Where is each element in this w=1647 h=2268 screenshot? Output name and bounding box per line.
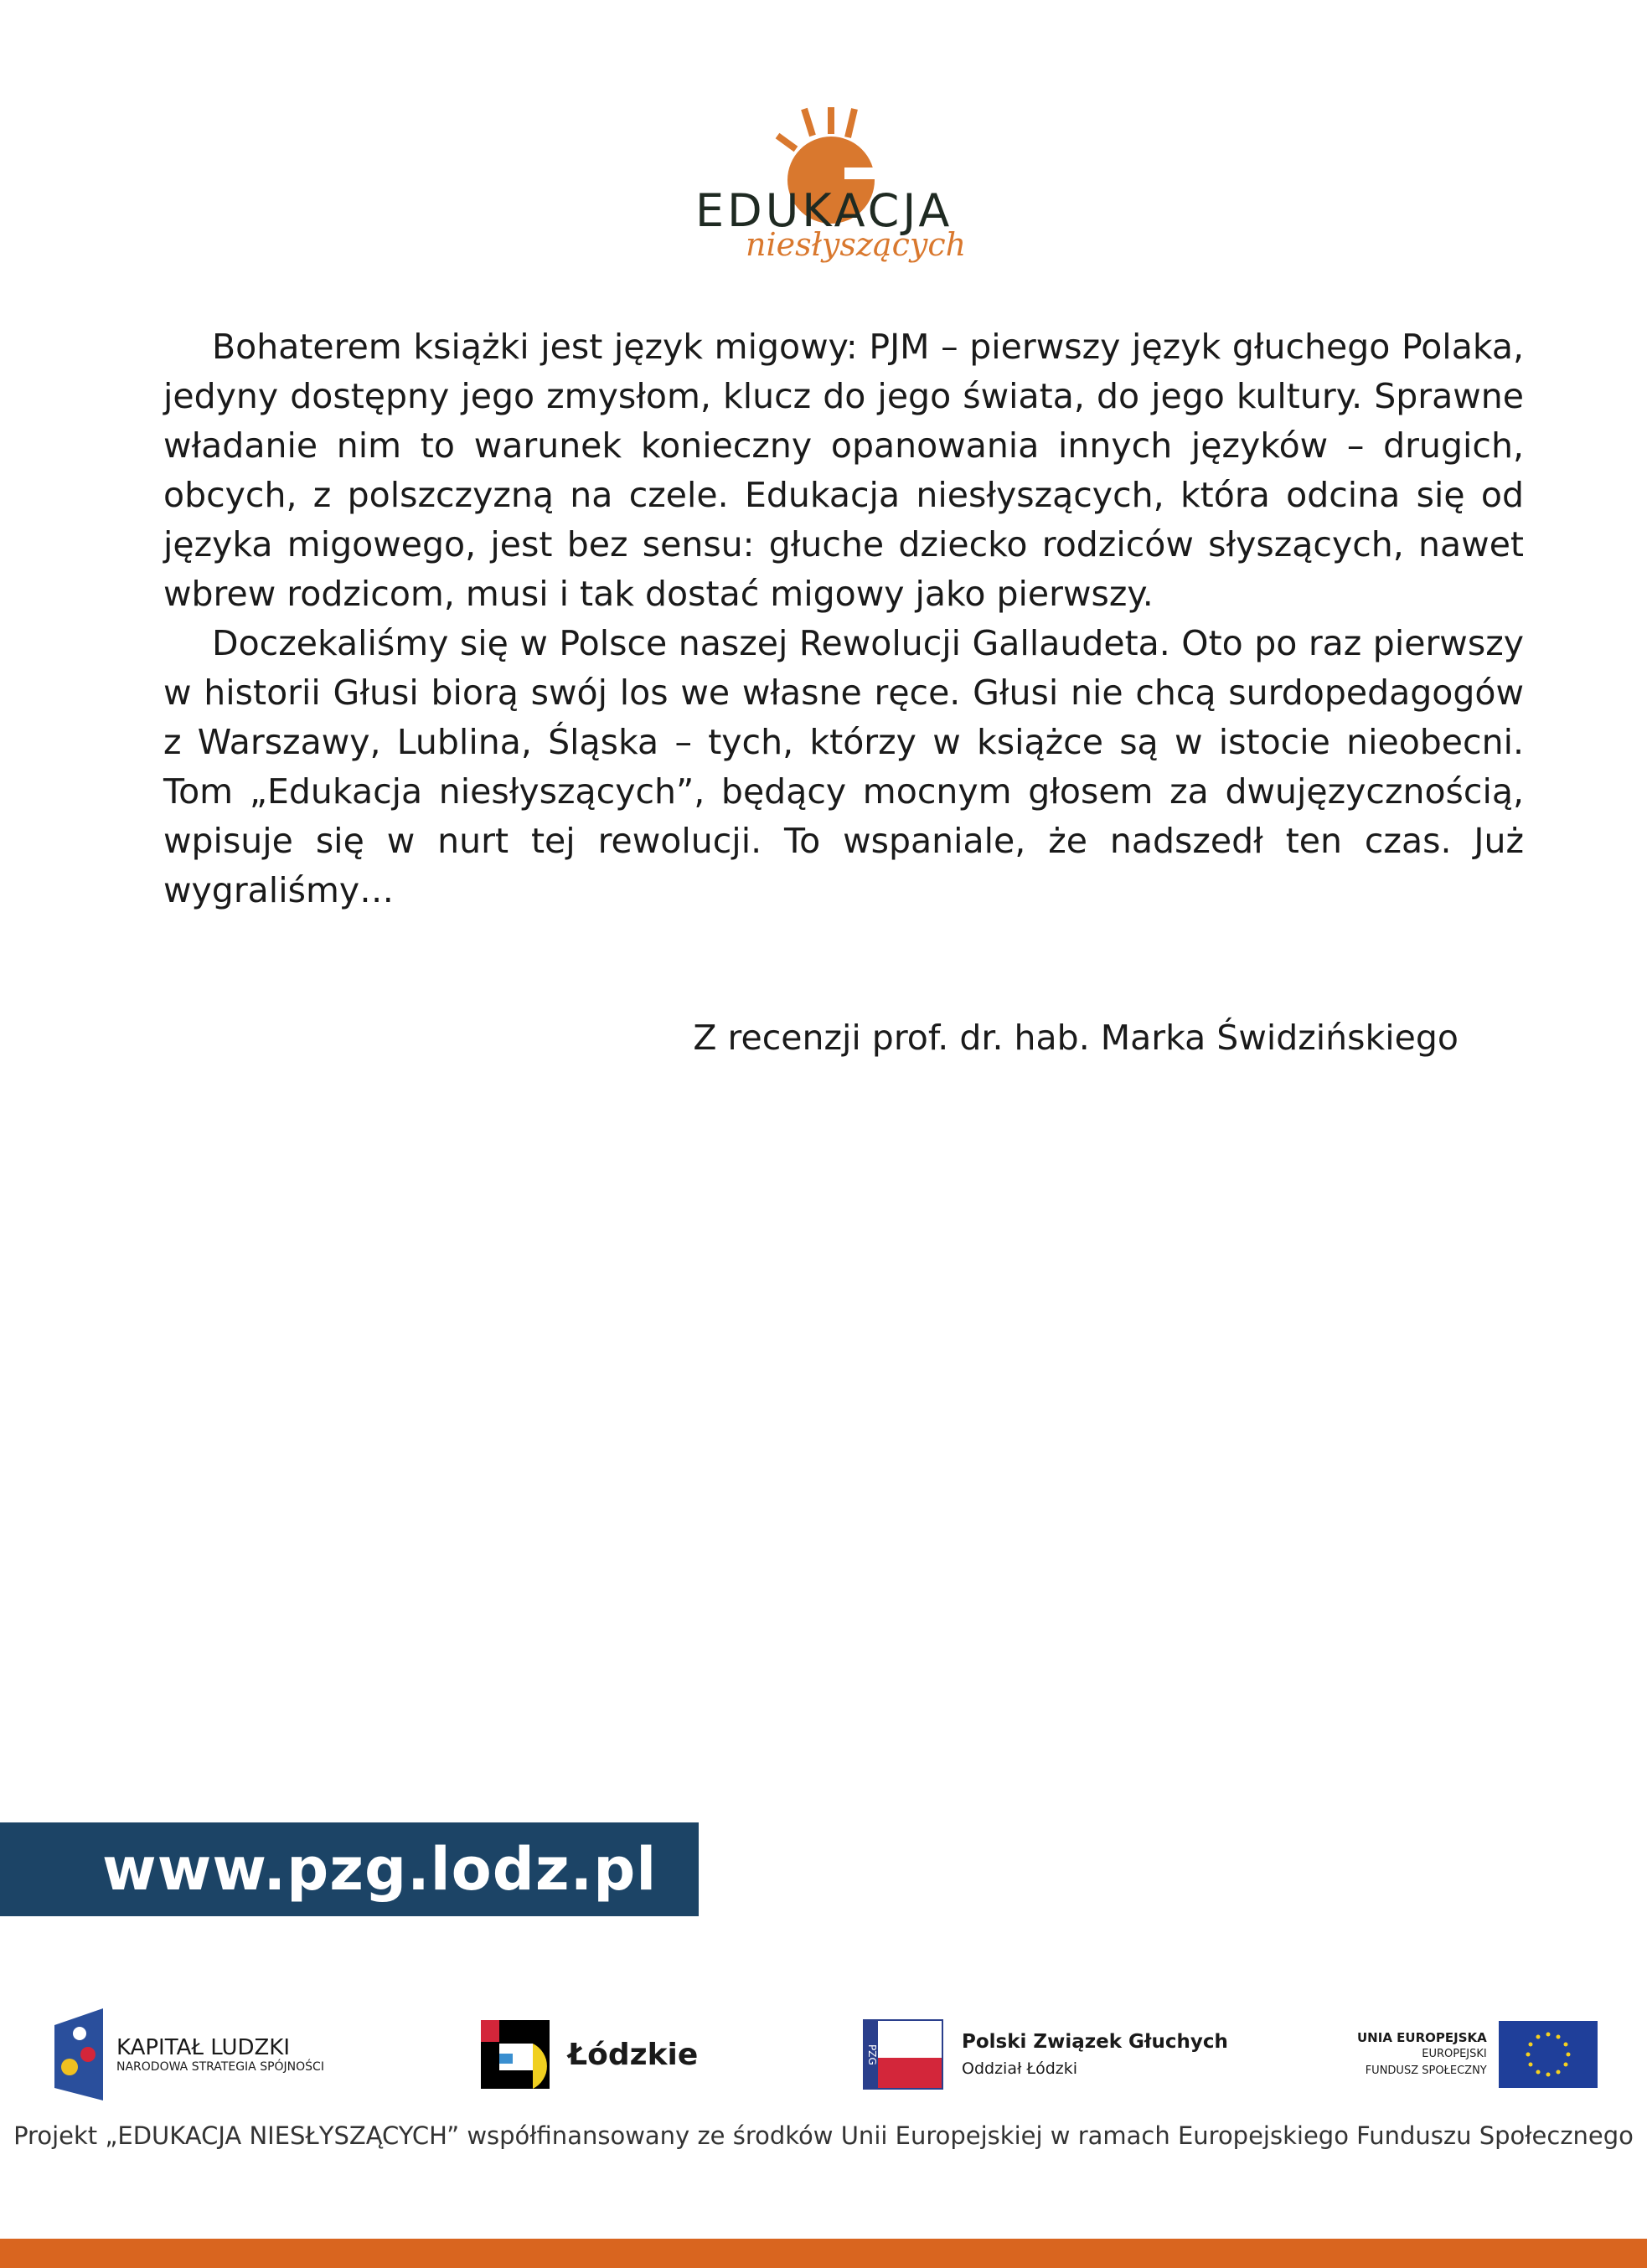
pzg-logo	[863, 2008, 1228, 2100]
pzg-icon	[863, 2019, 943, 2090]
lodzkie-title: Łódzkie	[568, 2037, 699, 2072]
lodzkie-logo	[481, 2008, 698, 2100]
eu-title: UNIA EUROPEJSKA	[1357, 2030, 1487, 2045]
url-banner[interactable]: www.pzg.lodz.pl	[0, 1822, 699, 1916]
logo-word: EDUKACJA	[695, 184, 953, 237]
eu-line3: FUNDUSZ SPOŁECZNY	[1365, 2064, 1487, 2077]
orange-bar	[0, 2239, 1647, 2268]
kapital-subtitle: NARODOWA STRATEGIA SPÓJNOŚCI	[116, 2060, 324, 2074]
paragraph-2: Doczekaliśmy się w Polsce naszej Rewolucji Gallaudeta. Oto po raz pierwszy w historii Głusi biorą swój los we własne ręce. Głusi nie chcą surdopedagogów z Warszawy, Lublina, Śląska – tych, którzy w książce są w istocie nieobecni. Tom „Edukacja niesłyszących”, będący mocnym głosem za dwujęzycznością, wpisuje się w nurt tej rewolucji. To wspaniale, że nadszedł ten czas. Już wygraliśmy…	[163, 623, 1524, 910]
funding-note: Projekt „EDUKACJA NIESŁYSZĄCYCH” współfinansowany ze środków Unii Europejskiej w ramach Europejskiego Funduszu Społecznego	[13, 2121, 1634, 2150]
eu-flag-icon	[1499, 2021, 1598, 2088]
kapital-ludzki-logo	[54, 2008, 324, 2100]
review-text	[163, 322, 1524, 915]
logo-script: niesłyszących	[746, 226, 967, 263]
kapital-title: KAPITAŁ LUDZKI	[116, 2035, 291, 2060]
paragraph-1: Bohaterem książki jest język migowy: PJM – pierwszy język głuchego Polaka, jedyny dostępny jego zmysłom, klucz do jego świata, do jego kultury. Sprawne władanie nim to warunek konieczny opanowania innych języków – drugich, obcych, z polszczyzną na czele. Edukacja niesłyszących, która odcina się od języka migowego, jest bez sensu: głuche dziecko rodziców słyszących, nawet wbrew rodzicom, musi i tak dostać migowy jako pierwszy.	[163, 327, 1524, 614]
eu-logo	[1357, 2008, 1598, 2100]
lodzkie-icon	[481, 2020, 550, 2089]
kapital-ludzki-icon	[54, 2008, 103, 2100]
pzg-subtitle: Oddział Łódzki	[962, 2059, 1078, 2078]
pzg-title: Polski Związek Głuchych	[962, 2031, 1228, 2053]
eu-line2: EUROPEJSKI	[1422, 2048, 1487, 2060]
edukacja-logo	[687, 101, 997, 268]
review-signature: Z recenzji prof. dr. hab. Marka Świdzińskiego	[693, 1018, 1459, 1058]
pzg-badge: PZG	[865, 2021, 878, 2088]
